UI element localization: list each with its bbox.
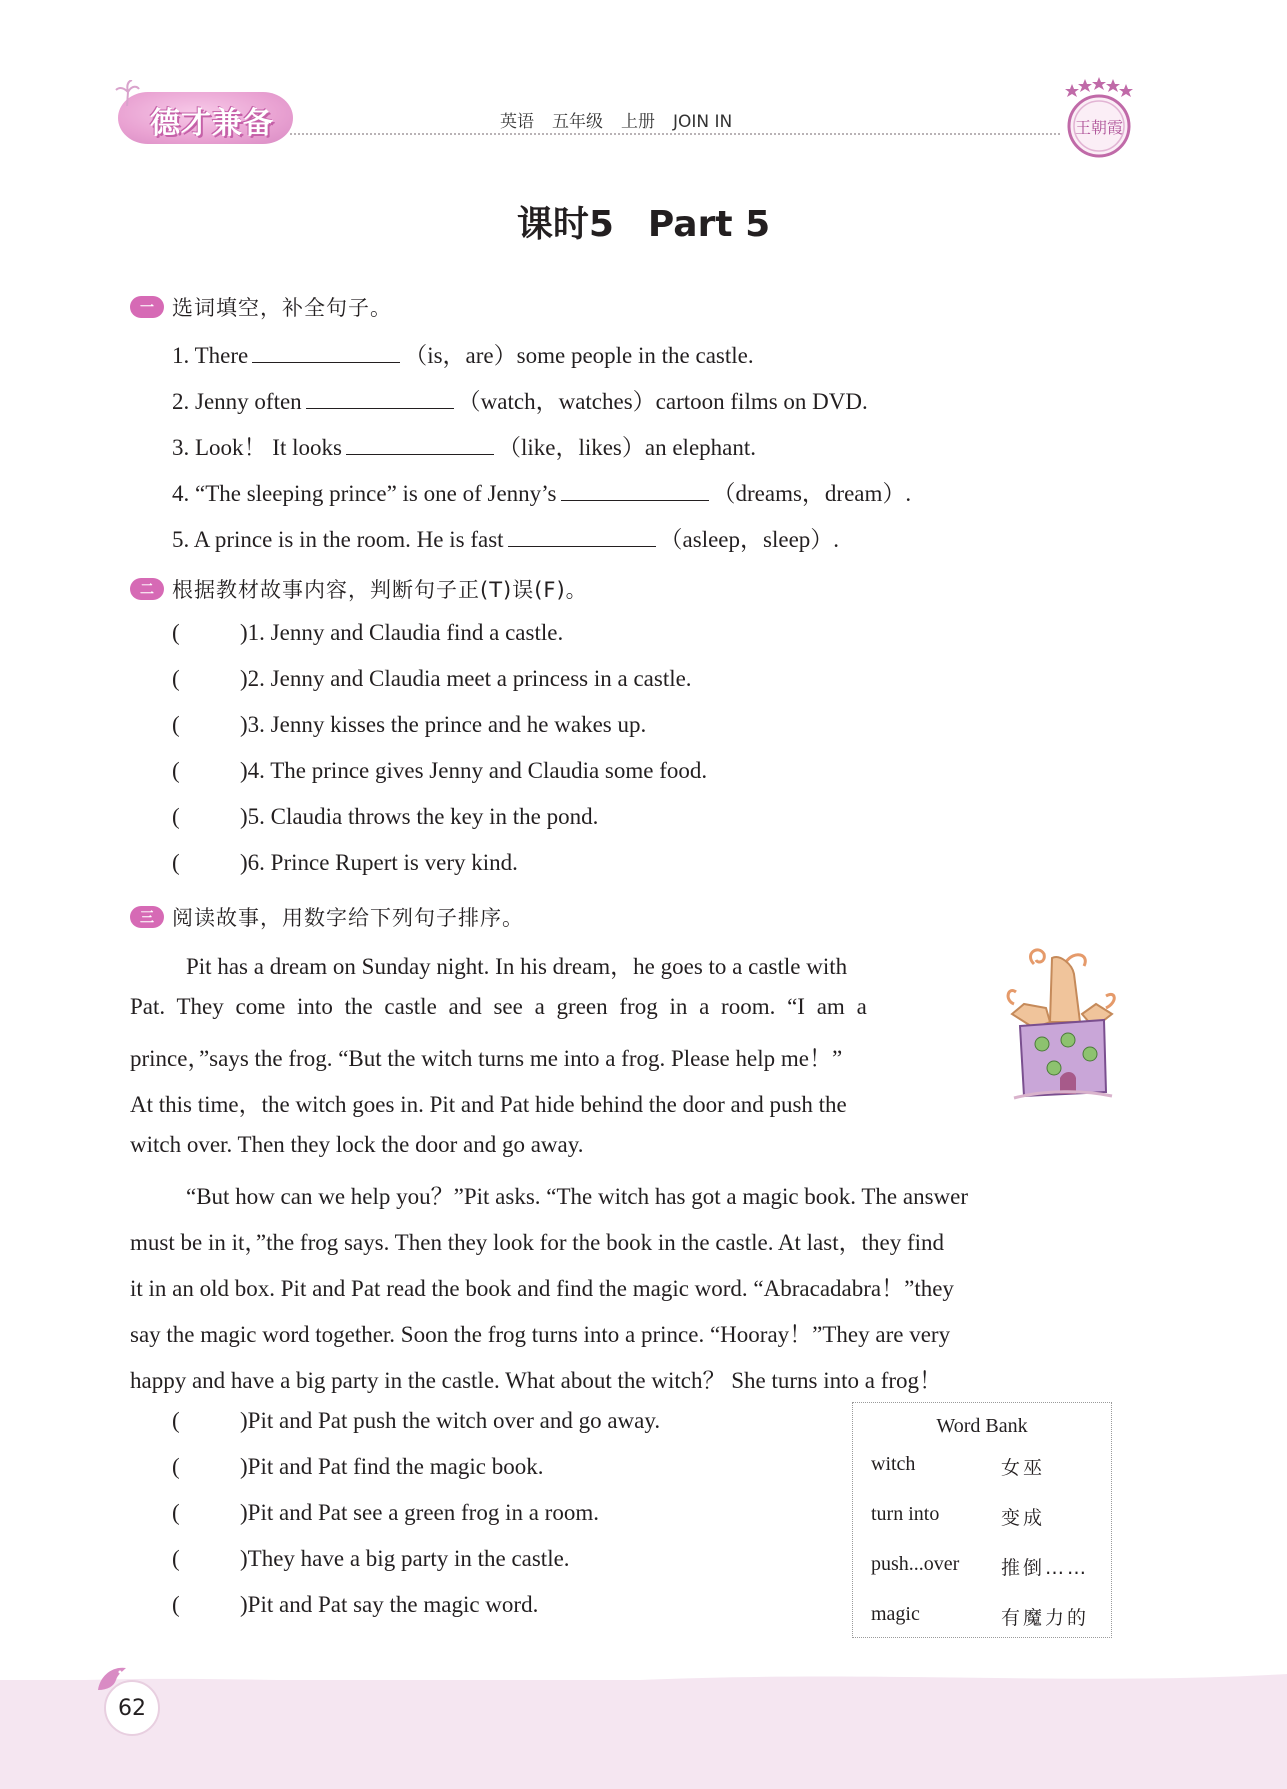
order-item-1: ( )Pit and Pat push the witch over and go away. [172, 1408, 661, 1433]
word-bank [852, 1402, 1112, 1638]
tf-item-6: ( )6. Prince Rupert is very kind. [172, 850, 518, 875]
header-divider [290, 133, 1060, 135]
word-bank-entry [871, 1553, 1101, 1580]
story-line: happy and have a big party in the castle. What about the witch？ She turns into a frog！ [130, 1368, 943, 1393]
section2-badge: 二 [130, 578, 164, 600]
section1-badge: 一 [130, 296, 164, 318]
order-item-text: Pit and Pat find the magic book. [247, 1454, 544, 1479]
word-bank-entry [871, 1603, 1101, 1630]
answer-blank[interactable] [306, 388, 454, 409]
word-bank-en: push...over [871, 1553, 960, 1575]
tf-item-1: ( )1. Jenny and Claudia find a castle. [172, 620, 564, 645]
fill-item-options: （watch，watches） [457, 389, 656, 414]
story-line: At this time，the witch goes in. Pit and Pat hide behind the door and push the [130, 1092, 847, 1117]
answer-bracket[interactable]: ( [172, 804, 180, 829]
page-number: 62 [104, 1680, 160, 1736]
fill-item-text: cartoon films on DVD. [655, 389, 868, 414]
fill-item-options: （asleep，sleep）. [659, 527, 840, 552]
word-bank-en: turn into [871, 1503, 940, 1525]
section2-header [130, 574, 588, 604]
section3-title: 阅读故事，用数字给下列句子排序。 [172, 906, 524, 930]
answer-bracket[interactable]: ( [172, 1408, 180, 1433]
answer-bracket[interactable]: ( [172, 620, 180, 645]
order-item-text: Pit and Pat push the witch over and go away. [247, 1408, 661, 1433]
page-footer [0, 1680, 1287, 1789]
book-info [500, 107, 750, 132]
section2-title: 根据教材故事内容，判断句子正(T)误(F)。 [172, 578, 588, 602]
story-line: it in an old box. Pit and Pat read the book and find the magic word. “Abracadabra！”they [130, 1276, 954, 1301]
tf-item-text: 3. Jenny kisses the prince and he wakes up. [247, 712, 647, 737]
answer-bracket[interactable]: ( [172, 1500, 180, 1525]
story-line: prince，”says the frog. “But the witch turns me into a frog. Please help me！” [130, 1046, 843, 1071]
fill-item-options: （dreams，dream）. [712, 481, 912, 506]
order-item-text: They have a big party in the castle. [247, 1546, 570, 1571]
subject-label: 英语 [500, 112, 534, 132]
grade-label: 五年级 [552, 112, 603, 132]
word-bank-title: Word Bank [936, 1415, 1028, 1437]
fill-item-text: 4. “The sleeping prince” is one of Jenny’s [172, 481, 557, 506]
fill-item-2 [172, 383, 868, 416]
tf-item-text: 1. Jenny and Claudia find a castle. [247, 620, 564, 645]
brand-text: 德才兼备 [150, 106, 274, 141]
answer-bracket[interactable]: ( [172, 712, 180, 737]
word-bank-entry [871, 1453, 1101, 1480]
fill-item-options: （like，likes） [497, 435, 645, 460]
word-bank-cn: 推倒…… [1001, 1557, 1090, 1579]
tf-item-3: ( )3. Jenny kisses the prince and he wakes up. [172, 712, 647, 737]
story-line: Pit has a dream on Sunday night. In his dream，he goes to a castle with [186, 954, 848, 979]
order-item-text: Pit and Pat say the magic word. [247, 1592, 539, 1617]
part-label: Part 5 [647, 204, 771, 245]
order-item-5: ( )Pit and Pat say the magic word. [172, 1592, 539, 1617]
answer-bracket[interactable]: ( [172, 1592, 180, 1617]
fill-item-5 [172, 521, 839, 554]
fill-item-3 [172, 429, 756, 462]
page-header [0, 0, 1287, 160]
answer-blank[interactable] [346, 434, 494, 455]
order-item-text: Pit and Pat see a green frog in a room. [247, 1500, 599, 1525]
answer-bracket[interactable]: ( [172, 1546, 180, 1571]
section3-header [130, 902, 524, 932]
tf-item-text: 4. The prince gives Jenny and Claudia some food. [247, 758, 708, 783]
fill-item-text: 5. A prince is in the room. He is fast [172, 527, 504, 552]
story-line: must be in it，”the frog says. Then they look for the book in the castle. At last，they find [130, 1230, 945, 1255]
story-line: say the magic word together. Soon the frog turns into a prince. “Hooray！”They are very [130, 1322, 951, 1347]
tf-item-text: 2. Jenny and Claudia meet a princess in a castle. [247, 666, 692, 691]
tf-item-4: ( )4. The prince gives Jenny and Claudia some food. [172, 758, 708, 783]
answer-bracket[interactable]: ( [172, 850, 180, 875]
word-bank-entry [871, 1503, 1101, 1530]
fill-item-text: an elephant. [644, 435, 757, 460]
word-bank-en: magic [871, 1603, 920, 1625]
volume-label: 上册 [621, 112, 655, 132]
fill-item-text: 3. Look！ It looks [172, 435, 342, 460]
tf-item-text: 5. Claudia throws the key in the pond. [247, 804, 599, 829]
castle-illustration [994, 944, 1124, 1106]
tf-item-2: ( )2. Jenny and Claudia meet a princess in a castle. [172, 666, 692, 691]
story-line: “But how can we help you？”Pit asks. “The witch has got a magic book. The answer [186, 1184, 969, 1209]
answer-bracket[interactable]: ( [172, 758, 180, 783]
section1-title: 选词填空，补全句子。 [172, 296, 392, 320]
page-title [0, 196, 1287, 247]
lesson-label: 课时5 [516, 204, 614, 245]
order-item-4: ( )They have a big party in the castle. [172, 1546, 570, 1571]
answer-bracket[interactable]: ( [172, 666, 180, 691]
answer-bracket[interactable]: ( [172, 1454, 180, 1479]
fill-item-options: （is，are） [404, 343, 517, 368]
word-bank-en: witch [871, 1453, 916, 1475]
order-item-3: ( )Pit and Pat see a green frog in a room. [172, 1500, 599, 1525]
palm-tree-icon [114, 80, 140, 106]
answer-blank[interactable] [252, 342, 400, 363]
story-line: witch over. Then they lock the door and go away. [130, 1132, 584, 1157]
brand-logo [118, 82, 293, 148]
word-bank-cn: 变成 [1001, 1507, 1046, 1529]
edition-label: JOIN IN [673, 112, 733, 132]
story-line: Pat. They come into the castle and see a green frog in a room. “I am a [130, 994, 867, 1019]
order-item-2: ( )Pit and Pat find the magic book. [172, 1454, 544, 1479]
tf-item-text: 6. Prince Rupert is very kind. [247, 850, 518, 875]
seal-text: 王朝霞 [1074, 118, 1124, 137]
answer-blank[interactable] [561, 480, 709, 501]
fill-item-1 [172, 337, 754, 370]
tf-item-5: ( )5. Claudia throws the key in the pond. [172, 804, 599, 829]
word-bank-cn: 有魔力的 [1001, 1607, 1090, 1629]
word-bank-cn: 女巫 [1001, 1457, 1046, 1479]
answer-blank[interactable] [508, 526, 656, 547]
section3-badge: 三 [130, 906, 164, 928]
fill-item-text: 2. Jenny often [172, 389, 302, 414]
section1-header [130, 292, 392, 322]
fill-item-text: 1. There [172, 343, 249, 368]
fill-item-text: some people in the castle. [516, 343, 754, 368]
fill-item-4 [172, 475, 911, 508]
author-seal-logo [1058, 76, 1140, 164]
